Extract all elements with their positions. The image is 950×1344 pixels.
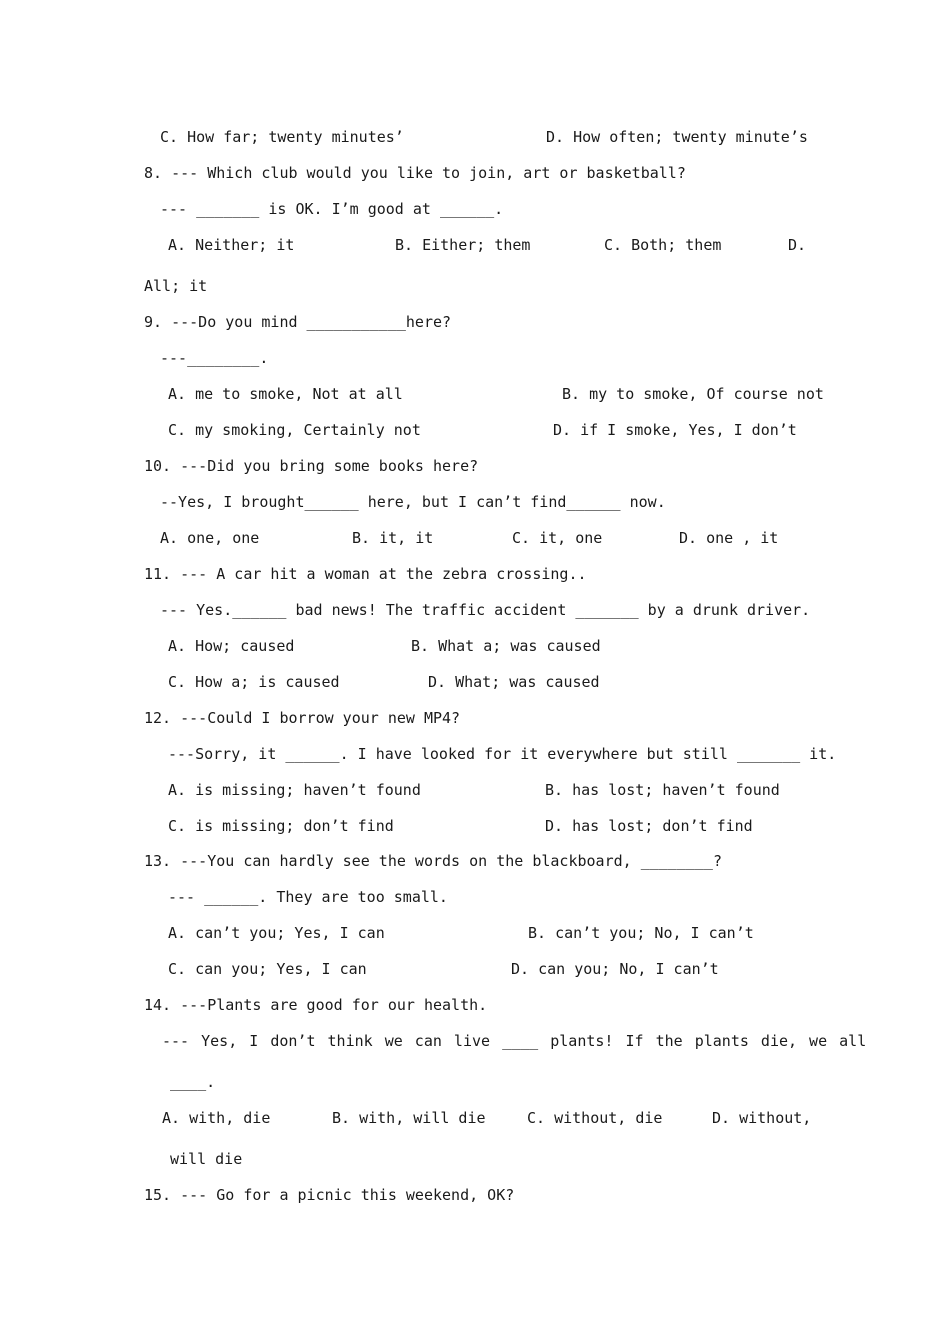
q13-option-a: A. can’t you; Yes, I can	[168, 924, 385, 942]
q11-reply: --- Yes.______ bad news! The traffic accident _______ by a drunk driver.	[160, 601, 811, 619]
q9-option-a: A. me to smoke, Not at all	[168, 385, 403, 403]
q14-option-c: C. without, die	[527, 1109, 663, 1127]
q8-option-a: A. Neither; it	[168, 236, 295, 254]
q10-stem: 10. ---Did you bring some books here?	[144, 457, 479, 475]
q10-option-c: C. it, one	[512, 529, 603, 547]
q13-stem: 13. ---You can hardly see the words on the blackboard, ________?	[144, 852, 722, 870]
q10-reply: --Yes, I brought______ here, but I can’t find______ now.	[160, 493, 666, 511]
q10-option-b: B. it, it	[352, 529, 434, 547]
q11-option-a: A. How; caused	[168, 637, 295, 655]
q12-option-a: A. is missing; haven’t found	[168, 781, 421, 799]
q9-option-d: D. if I smoke, Yes, I don’t	[553, 421, 797, 439]
q12-reply: ---Sorry, it ______. I have looked for it everywhere but still _______ it.	[168, 745, 837, 763]
q8-option-d-text: All; it	[144, 277, 208, 295]
q9-stem: 9. ---Do you mind ___________here?	[144, 313, 452, 331]
q9-option-b: B. my to smoke, Of course not	[562, 385, 824, 403]
q9-option-c: C. my smoking, Certainly not	[168, 421, 421, 439]
q13-option-d: D. can you; No, I can’t	[511, 960, 719, 978]
q14-reply-line1: --- Yes, I don’t think we can live ____ plants! If the plants die, we all	[162, 1032, 867, 1050]
q11-option-d: D. What; was caused	[428, 673, 600, 691]
q9-reply: ---________.	[160, 349, 269, 367]
q14-option-a: A. with, die	[162, 1109, 271, 1127]
q11-stem: 11. --- A car hit a woman at the zebra crossing..	[144, 565, 587, 583]
q7-option-c: C. How far; twenty minutes’	[160, 128, 404, 146]
q10-option-a: A. one, one	[160, 529, 260, 547]
q14-stem: 14. ---Plants are good for our health.	[144, 996, 488, 1014]
q12-option-d: D. has lost; don’t find	[545, 817, 753, 835]
q14-reply-line2: ____.	[170, 1073, 216, 1091]
q12-option-b: B. has lost; haven’t found	[545, 781, 780, 799]
q8-option-b: B. Either; them	[395, 236, 531, 254]
q12-stem: 12. ---Could I borrow your new MP4?	[144, 709, 461, 727]
q12-option-c: C. is missing; don’t find	[168, 817, 394, 835]
q15-stem: 15. --- Go for a picnic this weekend, OK?	[144, 1186, 515, 1204]
q7-option-d: D. How often; twenty minute’s	[546, 128, 808, 146]
q13-reply: --- ______. They are too small.	[168, 888, 448, 906]
q11-option-b: B. What a; was caused	[411, 637, 601, 655]
q13-option-b: B. can’t you; No, I can’t	[528, 924, 754, 942]
q14-option-d-label: D. without,	[712, 1109, 812, 1127]
q10-option-d: D. one , it	[679, 529, 779, 547]
q8-reply: --- _______ is OK. I’m good at ______.	[160, 200, 504, 218]
q8-stem: 8. --- Which club would you like to join, art or basketball?	[144, 164, 686, 182]
q11-option-c: C. How a; is caused	[168, 673, 340, 691]
q8-option-c: C. Both; them	[604, 236, 722, 254]
q8-option-d-label: D.	[788, 236, 807, 254]
q13-option-c: C. can you; Yes, I can	[168, 960, 367, 978]
q14-option-d-text: will die	[170, 1150, 243, 1168]
q14-option-b: B. with, will die	[332, 1109, 486, 1127]
